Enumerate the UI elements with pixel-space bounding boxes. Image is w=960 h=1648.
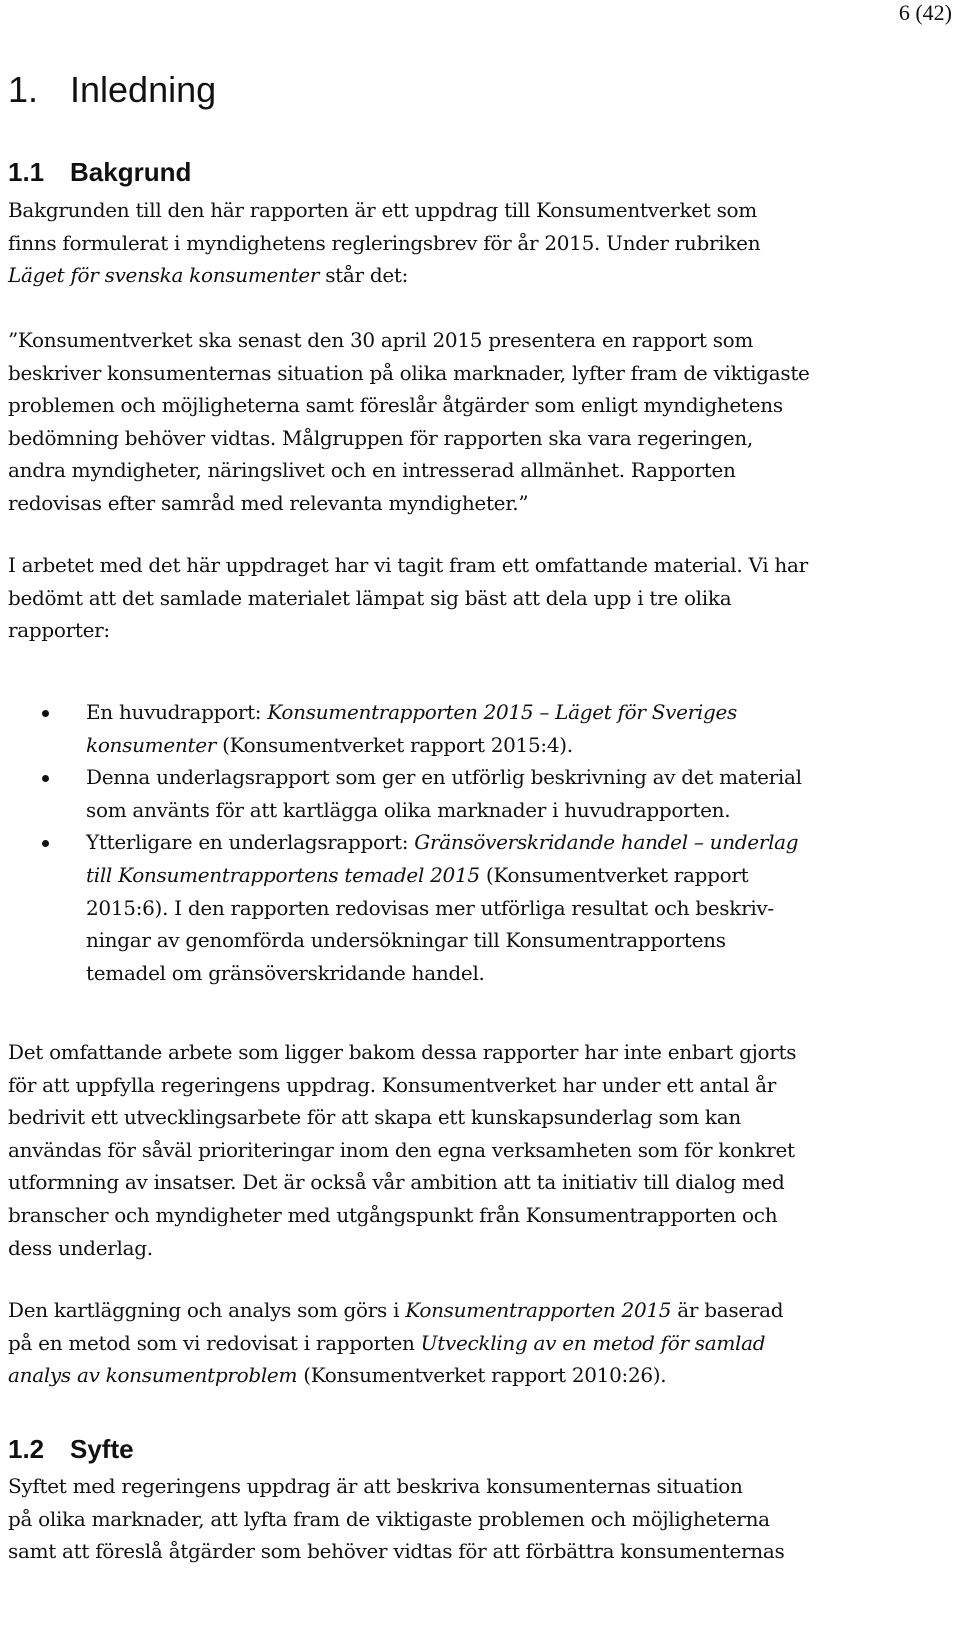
text-line	[8, 1327, 783, 1360]
section-heading-bakgrund	[8, 155, 191, 189]
text-span: (Konsumentverket rapport	[479, 862, 749, 887]
paragraph-material	[8, 549, 808, 647]
list-item	[40, 826, 802, 989]
text-line	[86, 859, 802, 892]
text-line: ”Konsumentverket ska senast den 30 april 2015 presentera en rapport som	[8, 328, 754, 352]
section-number: 1.2	[8, 1434, 45, 1464]
text-line: bedömning behöver vidtas. Målgruppen för rapporten ska vara regeringen,	[8, 425, 753, 450]
text-line	[8, 259, 760, 292]
text-line: Det omfattande arbete som ligger bakom dessa rapporter har inte enbart gjorts	[8, 1040, 797, 1064]
section-heading-syfte	[8, 1432, 134, 1466]
text-span: Ytterligare en underlagsrapport:	[86, 830, 415, 855]
list-item	[40, 761, 802, 826]
paragraph-intro	[8, 194, 760, 292]
text-span: Den kartläggning och analys som görs i	[8, 1298, 406, 1322]
text-line	[8, 1294, 783, 1327]
text-line: Bakgrunden till den här rapporten är ett uppdrag till Konsumentverket som	[8, 198, 757, 222]
text-line: för att uppfylla regeringens uppdrag. Konsumentverket har under ett antal år	[8, 1072, 777, 1097]
text-line: branscher och myndigheter med utgångspunkt från Konsumentrapporten och	[8, 1202, 778, 1227]
text-line: dess underlag.	[8, 1235, 153, 1260]
chapter-heading	[8, 68, 216, 112]
report-list	[40, 696, 802, 989]
paragraph-development	[8, 1036, 796, 1264]
italic-title: Utveckling av en metod för samlad	[420, 1330, 766, 1355]
text-line: som använts för att kartlägga olika marknader i huvudrapporten.	[86, 797, 731, 822]
text-span: En huvudrapport:	[86, 700, 268, 724]
text-span: (Konsumentverket rapport 2015:4).	[216, 732, 573, 757]
text-span: är baserad	[671, 1298, 784, 1322]
bullet-icon	[42, 840, 49, 847]
italic-title: Konsumentrapporten 2015	[405, 1298, 672, 1322]
paragraph-purpose	[8, 1470, 784, 1568]
text-line	[86, 729, 802, 762]
text-line: finns formulerat i myndighetens regleringsbrev för år 2015. Under rubriken	[8, 230, 761, 255]
text-line: utformning av insatser. Det är också vår ambition att ta initiativ till dialog med	[8, 1170, 785, 1195]
italic-title: Läget för svenska konsumenter	[8, 263, 320, 288]
text-line	[86, 826, 802, 859]
text-line: I arbetet med det här uppdraget har vi tagit fram ett omfattande material. Vi har	[8, 553, 808, 577]
text-line: redovisas efter samråd med relevanta myndigheter.”	[8, 490, 529, 515]
text-span: (Konsumentverket rapport 2010:26).	[297, 1363, 667, 1388]
text-line: bedömt att det samlade materialet lämpat sig bäst att dela upp i tre olika	[8, 585, 732, 610]
paragraph-method	[8, 1294, 783, 1392]
section-title: Syfte	[70, 1434, 134, 1464]
text-line: användas för såväl prioriteringar inom den egna verksamheten som för konkret	[8, 1137, 795, 1162]
text-line: på olika marknader, att lyfta fram de viktigaste problemen och möjligheterna	[8, 1506, 770, 1531]
chapter-number: 1.	[8, 69, 39, 110]
text-line: samt att föreslå åtgärder som behöver vidtas för att förbättra konsumenternas	[8, 1539, 785, 1564]
text-line	[86, 696, 802, 729]
text-line: problemen och möjligheterna samt föreslår åtgärder som enligt myndighetens	[8, 393, 783, 418]
italic-title: konsumenter	[86, 732, 217, 757]
blockquote-assignment	[8, 324, 810, 520]
text-line: Denna underlagsrapport som ger en utförlig beskrivning av det material	[86, 765, 802, 790]
bullet-icon	[42, 775, 49, 782]
text-line: beskriver konsumenternas situation på olika marknader, lyfter fram de viktigaste	[8, 360, 810, 385]
text-line: Syftet med regeringens uppdrag är att beskriva konsumenternas situation	[8, 1474, 743, 1498]
section-title: Bakgrund	[70, 157, 192, 187]
text-line: ningar av genomförda undersökningar till Konsumentrapportens	[86, 928, 726, 953]
text-line: andra myndigheter, näringslivet och en intresserad allmänhet. Rapporten	[8, 458, 736, 483]
text-span: står det:	[319, 263, 409, 288]
bullet-icon	[42, 710, 49, 717]
text-line: temadel om gränsöverskridande handel.	[86, 960, 485, 985]
italic-title: analys av konsumentproblem	[8, 1363, 298, 1388]
section-number: 1.1	[8, 157, 45, 187]
text-line: rapporter:	[8, 618, 110, 643]
text-line	[8, 1359, 783, 1392]
text-line: bedrivit ett utvecklingsarbete för att skapa ett kunskapsunderlag som kan	[8, 1105, 741, 1130]
italic-title: till Konsumentrapportens temadel 2015	[86, 862, 480, 887]
italic-title: Gränsöverskridande handel – underlag	[414, 830, 799, 855]
text-line: 2015:6). I den rapporten redovisas mer utförliga resultat och beskriv-	[86, 895, 774, 920]
page-number: 6 (42)	[898, 0, 952, 25]
list-item	[40, 696, 802, 761]
italic-title: Konsumentrapporten 2015 – Läget för Sveriges	[267, 700, 738, 724]
chapter-title: Inledning	[70, 69, 217, 110]
text-span: på en metod som vi redovisat i rapporten	[8, 1330, 421, 1355]
